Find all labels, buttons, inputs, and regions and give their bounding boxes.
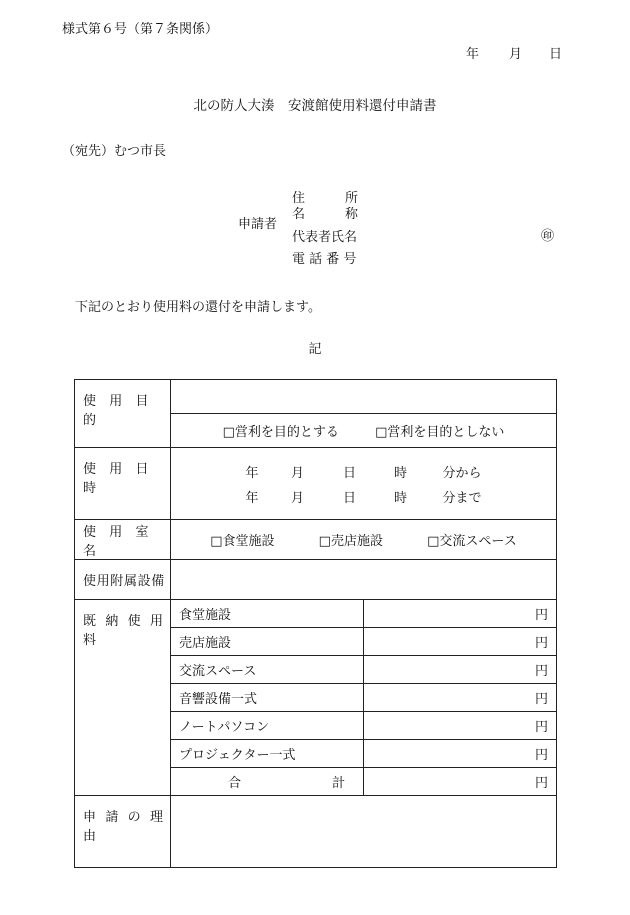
purpose-noncommercial-checkbox[interactable]: □営利を目的としない [375, 425, 505, 440]
fee-label: 既 納 使 用 料 [75, 600, 171, 796]
date-day: 日 [549, 47, 563, 62]
room-option-exchange[interactable]: □交流スペース [427, 534, 517, 549]
fee-value-laptop[interactable]: 円 [364, 712, 557, 740]
room-option-cafeteria[interactable]: □食堂施設 [210, 534, 275, 549]
form-number: 様式第６号（第７条関係） [62, 22, 219, 37]
total-label-b: 計 [332, 776, 346, 791]
fee-value-total[interactable]: 円 [364, 768, 557, 796]
datetime-start [171, 462, 556, 481]
document-title: 北の防人大湊 安渡館使用料還付申請書 [193, 98, 437, 114]
application-table [74, 379, 557, 868]
dt-end-day: 日 [342, 490, 356, 506]
total-label-a: 合 [227, 776, 241, 791]
address-label-2: 所 [345, 191, 359, 206]
fee-value-projector[interactable]: 円 [364, 740, 557, 768]
name-label-1: 名 [292, 207, 306, 222]
address-label-1: 住 [292, 191, 306, 206]
date-year: 年 [466, 47, 480, 62]
dt-start-hour: 時 [393, 465, 407, 481]
dt-start-from: 分から [442, 465, 482, 481]
reason-input[interactable] [171, 796, 557, 868]
datetime-end [171, 487, 556, 506]
fee-item-audio: 音響設備一式 [171, 684, 364, 712]
fee-value-audio[interactable]: 円 [364, 684, 557, 712]
intro-text: 下記のとおり使用料の還付を申請します。 [75, 300, 321, 315]
fee-item-shop: 売店施設 [171, 628, 364, 656]
applicant-label: 申請者 [238, 217, 278, 232]
fee-item-laptop: ノートパソコン [171, 712, 364, 740]
dt-start-month: 月 [290, 465, 304, 481]
fee-item-exchange: 交流スペース [171, 656, 364, 684]
fee-item-cafeteria: 食堂施設 [171, 600, 364, 628]
fee-item-projector: プロジェクター一式 [171, 740, 364, 768]
representative-label: 代表者氏名 [292, 230, 358, 245]
dt-end-month: 月 [290, 490, 304, 506]
reason-label: 申 請 の 理 由 [75, 796, 171, 868]
date-month: 月 [509, 47, 523, 62]
fee-value-cafeteria[interactable]: 円 [364, 600, 557, 628]
dt-start-day: 日 [342, 465, 356, 481]
datetime-label: 使 用 日 時 [75, 448, 171, 520]
name-label-2: 称 [345, 207, 359, 222]
ki-heading: 記 [308, 342, 322, 357]
equipment-input[interactable] [171, 560, 557, 600]
datetime-input[interactable] [171, 448, 557, 520]
dt-end-hour: 時 [393, 490, 407, 506]
room-label: 使 用 室 名 [75, 520, 171, 560]
fee-total-label [171, 768, 364, 796]
seal-mark: ㊞ [541, 229, 555, 244]
room-option-shop[interactable]: □売店施設 [318, 534, 383, 549]
phone-label: 電 話 番 号 [292, 252, 357, 267]
purpose-commercial-checkbox[interactable]: □営利を目的とする [222, 425, 339, 440]
addressee: （宛先）むつ市長 [62, 144, 167, 159]
fee-value-exchange[interactable]: 円 [364, 656, 557, 684]
equipment-label: 使用附属設備 [75, 560, 171, 600]
purpose-options [171, 414, 557, 448]
purpose-input[interactable] [171, 380, 557, 414]
fee-value-shop[interactable]: 円 [364, 628, 557, 656]
dt-start-year: 年 [245, 465, 259, 481]
dt-end-to: 分まで [442, 490, 482, 506]
dt-end-year: 年 [245, 490, 259, 506]
room-options [171, 520, 557, 560]
purpose-label: 使 用 目 的 [75, 380, 171, 448]
